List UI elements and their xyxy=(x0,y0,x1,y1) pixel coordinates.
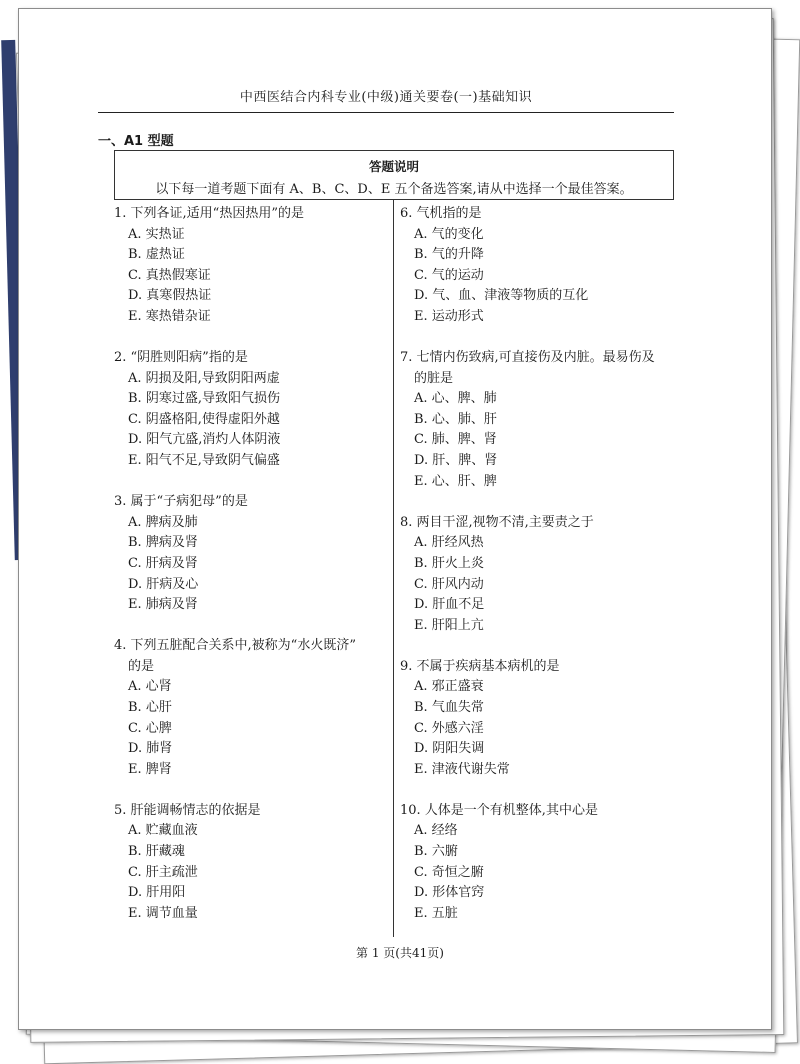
answer-option: A. 心肾 xyxy=(128,679,172,695)
answer-option: B. 脾病及肾 xyxy=(128,535,198,551)
answer-option: A. 实热证 xyxy=(128,226,185,242)
question-stem: 5. 肝能调畅情志的依据是 xyxy=(114,802,261,818)
question-stem: 7. 七情内伤致病,可直接伤及内脏。最易伤及 xyxy=(400,350,655,366)
question-stem: 3. 属于“子病犯母”的是 xyxy=(114,494,248,510)
question-column-left xyxy=(114,204,390,945)
answer-option: A. 阴损及阳,导致阴阳两虚 xyxy=(128,370,280,386)
answer-option: A. 邪正盛衰 xyxy=(414,679,484,695)
page-number: 第 1 页(共41页) xyxy=(356,946,444,960)
answer-option: B. 心、肺、肝 xyxy=(414,411,497,427)
answer-option: C. 肝主疏泄 xyxy=(128,864,198,880)
answer-option: C. 气的运动 xyxy=(414,267,484,283)
question-stem: 6. 气机指的是 xyxy=(400,206,482,221)
question-column-right xyxy=(400,204,676,945)
question-item xyxy=(400,348,676,492)
answer-option: D. 形体官窍 xyxy=(414,885,485,901)
question-item xyxy=(400,801,676,925)
question-item xyxy=(400,513,676,637)
answer-option: D. 阴阳失调 xyxy=(414,741,485,757)
section-title: 一、A1 型题 xyxy=(98,134,174,149)
question-stem: 2. “阴胜则阳病”指的是 xyxy=(114,350,248,366)
question-stem: 4. 下列五脏配合关系中,被称为“水火既济” xyxy=(114,638,356,654)
answer-option: C. 外感六淫 xyxy=(414,720,484,736)
answer-option: B. 阴寒过盛,导致阳气损伤 xyxy=(128,391,280,407)
answer-option: D. 肝用阳 xyxy=(128,885,186,901)
answer-option: A. 脾病及肺 xyxy=(128,514,198,530)
answer-option: A. 贮藏血液 xyxy=(128,823,198,839)
answer-option: E. 调节血量 xyxy=(128,905,198,921)
question-item xyxy=(114,492,390,616)
answer-option: E. 五脏 xyxy=(414,905,458,921)
question-stem-continued: 的脏是 xyxy=(414,370,454,386)
answer-option: E. 脾肾 xyxy=(128,761,172,777)
answer-option: C. 阴盛格阳,使得虚阳外越 xyxy=(128,411,280,427)
answer-option: B. 气的升降 xyxy=(414,247,484,263)
answer-option: A. 肝经风热 xyxy=(414,535,484,551)
answer-option: D. 气、血、津液等物质的互化 xyxy=(414,288,589,304)
question-item xyxy=(400,657,676,781)
answer-option: C. 真热假寒证 xyxy=(128,267,211,283)
answer-option: E. 运动形式 xyxy=(414,308,484,324)
column-divider xyxy=(393,200,394,937)
instructions-box xyxy=(114,150,674,200)
answer-option: C. 奇恒之腑 xyxy=(414,864,484,880)
answer-option: A. 心、脾、肺 xyxy=(414,391,497,407)
answer-option: D. 阳气亢盛,消灼人体阴液 xyxy=(128,432,281,448)
page-header: 中西医结合内科专业(中级)通关要卷(一)基础知识 xyxy=(239,90,533,105)
question-item xyxy=(400,204,676,328)
answer-option: B. 虚热证 xyxy=(128,247,185,263)
answer-option: C. 肺、脾、肾 xyxy=(414,432,497,448)
instructions-text: 以下每一道考题下面有 A、B、C、D、E 五个备选答案,请从中选择一个最佳答案。 xyxy=(155,182,633,197)
question-item xyxy=(114,204,390,328)
header-rule xyxy=(98,112,674,113)
answer-option: E. 心、肝、脾 xyxy=(414,473,497,489)
answer-option: E. 阳气不足,导致阴气偏盛 xyxy=(128,453,280,469)
answer-option: A. 气的变化 xyxy=(414,226,484,242)
answer-option: B. 气血失常 xyxy=(414,699,484,715)
answer-option: E. 津液代谢失常 xyxy=(414,761,510,777)
question-stem: 9. 不属于疾病基本病机的是 xyxy=(400,658,560,674)
question-item xyxy=(114,636,390,780)
question-item xyxy=(114,348,390,472)
question-stem: 10. 人体是一个有机整体,其中心是 xyxy=(400,802,598,818)
answer-option: B. 肝藏魂 xyxy=(128,844,185,860)
answer-option: A. 经络 xyxy=(414,823,458,839)
answer-option: D. 肝病及心 xyxy=(128,576,199,592)
answer-option: D. 肝、脾、肾 xyxy=(414,453,498,469)
question-stem: 8. 两目干涩,视物不清,主要责之于 xyxy=(400,514,594,530)
question-stem: 1. 下列各证,适用“热因热用”的是 xyxy=(114,206,304,221)
answer-option: C. 心脾 xyxy=(128,720,172,736)
answer-option: E. 肺病及肾 xyxy=(128,597,198,613)
answer-option: B. 心肝 xyxy=(128,699,172,715)
instructions-title: 答题说明 xyxy=(368,159,419,174)
answer-option: E. 肝阳上亢 xyxy=(414,617,484,633)
answer-option: C. 肝风内动 xyxy=(414,576,484,592)
answer-option: D. 肺肾 xyxy=(128,741,173,757)
question-item xyxy=(114,801,390,925)
answer-option: D. 肝血不足 xyxy=(414,597,485,613)
answer-option: D. 真寒假热证 xyxy=(128,288,212,304)
answer-option: C. 肝病及肾 xyxy=(128,555,198,571)
answer-option: B. 肝火上炎 xyxy=(414,555,484,571)
answer-option: E. 寒热错杂证 xyxy=(128,308,211,324)
answer-option: B. 六腑 xyxy=(414,844,458,860)
question-stem-continued: 的是 xyxy=(128,658,155,674)
